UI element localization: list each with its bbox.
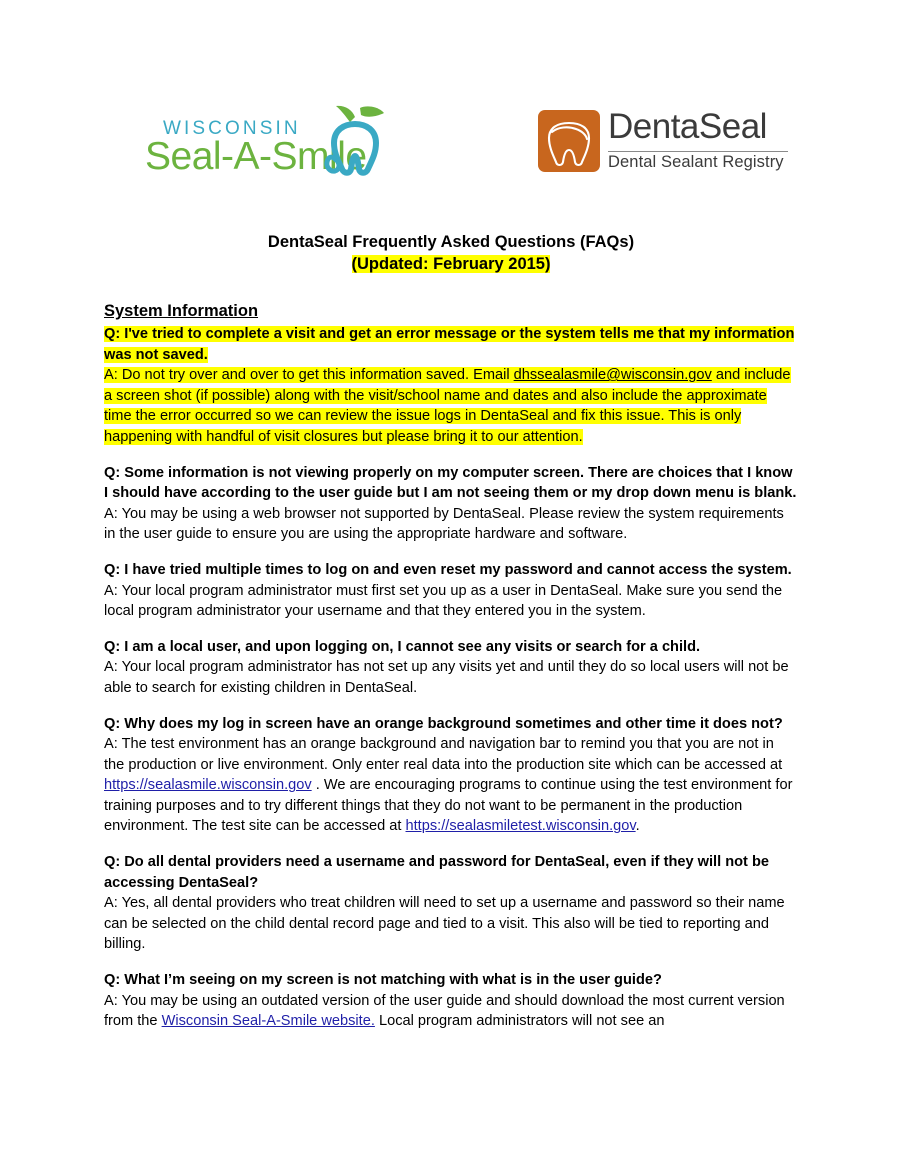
seal-a-smile-wisconsin-text: WISCONSIN <box>163 118 301 139</box>
document-title-updated: (Updated: February 2015) <box>351 254 551 273</box>
faq-item <box>104 463 798 545</box>
section-heading-system-information: System Information <box>104 302 259 320</box>
faq-answer <box>104 657 798 698</box>
faq-question <box>104 324 798 365</box>
faq-item <box>104 560 798 622</box>
dentaseal-divider <box>608 151 788 152</box>
faq-answer <box>104 734 798 837</box>
faq-question: Q: Do all dental providers need a username and password for DentaSeal, even if they will not be accessing DentaSeal? <box>104 854 769 891</box>
faq-answer-link[interactable]: https://sealasmile.wisconsin.gov <box>104 777 312 794</box>
faq-list <box>104 324 798 1032</box>
faq-answer-email-link[interactable]: dhssealasmile@wisconsin.gov <box>513 367 712 384</box>
faq-question: Q: I am a local user, and upon logging on, I cannot see any visits or search for a child. <box>104 638 701 655</box>
faq-answer <box>104 991 798 1032</box>
faq-answer-text: A: Yes, all dental providers who treat children will need to set up a username and password so their name can be selected on the child dental record page and tied to a visit. This also will be tied to reporting and billing. <box>104 895 785 953</box>
faq-answer-text: A: Your local program administrator has not set up any visits yet and until they do so local users will not be able to search for existing children in DentaSeal. <box>104 659 789 696</box>
faq-answer <box>104 504 798 545</box>
faq-question: Q: What I’m seeing on my screen is not matching with what is in the user guide? <box>104 972 662 989</box>
seal-a-smile-logo <box>145 104 385 189</box>
faq-question-text: Q: I've tried to complete a visit and get an error message or the system tells me that my information was not saved. <box>104 326 795 363</box>
faq-answer-text: . <box>635 818 640 835</box>
faq-answer <box>104 893 798 955</box>
logo-band <box>0 104 900 194</box>
tooth-square-icon <box>538 110 600 172</box>
faq-item <box>104 970 798 1032</box>
faq-answer-text: . We are encouraging programs to continue using the test environment for training purposes and to try different things that they do not want to be permanent in the production environment. The test site can be accessed at <box>104 777 793 835</box>
faq-answer-text: Local program administrators will not see an <box>374 1013 665 1030</box>
seal-a-smile-wordmark: Seal-A-Smile <box>145 135 367 178</box>
faq-answer-text: A: You may be using an outdated version of the user guide and should download the most current version from the <box>104 992 785 1030</box>
faq-answer-text: A: You may be using a web browser not supported by DentaSeal. Please review the system requirements in the user guide to ensure you are using the appropriate hardware and software. <box>104 505 784 543</box>
faq-question: Q: Why does my log in screen have an orange background sometimes and other time it does not? <box>104 715 783 732</box>
document-title-line2 <box>104 254 798 276</box>
faq-answer <box>104 581 798 622</box>
document-body <box>104 232 798 1032</box>
faq-item <box>104 637 798 699</box>
faq-answer-text: and include a screen shot (if possible) along with the visit/school name and dates and also include the approximate time the error occurred so we can review the issue logs in DentaSeal and fix this issue. This is only happening with handful of visit closures but please bring it to our attention. <box>104 367 791 445</box>
faq-item <box>104 324 798 448</box>
faq-question: Q: I have tried multiple times to log on and even reset my password and cannot access the system. <box>104 561 792 578</box>
faq-answer-text: A: The test environment has an orange background and navigation bar to remind you that you are not in the production or live environment. Only enter real data into the production site which can be accessed at <box>104 736 783 773</box>
faq-answer-link[interactable]: https://sealasmiletest.wisconsin.gov <box>405 818 636 835</box>
document-title-line1: DentaSeal Frequently Asked Questions (FAQs) <box>267 233 635 251</box>
faq-item <box>104 714 798 838</box>
faq-answer-link[interactable]: Wisconsin Seal-A-Smile website. <box>161 1013 375 1030</box>
dentaseal-title: DentaSeal <box>608 107 767 146</box>
faq-answer-text: A: Your local program administrator must first set you up as a user in DentaSeal. Make sure you send the local program administrator your username and that they entered you in the system. <box>104 582 783 620</box>
faq-answer-text: A: Do not try over and over to get this information saved. Email <box>104 367 514 384</box>
faq-question: Q: Some information is not viewing properly on my computer screen. There are choices that I know I should have according to the user guide but I am not seeing them or my drop down menu is blank. <box>104 464 797 502</box>
faq-item <box>104 852 798 955</box>
dentaseal-subtitle: Dental Sealant Registry <box>608 153 784 171</box>
document-title <box>104 232 798 275</box>
dentaseal-logo <box>538 107 788 182</box>
faq-answer <box>104 365 798 447</box>
apple-tooth-icon <box>322 105 388 177</box>
